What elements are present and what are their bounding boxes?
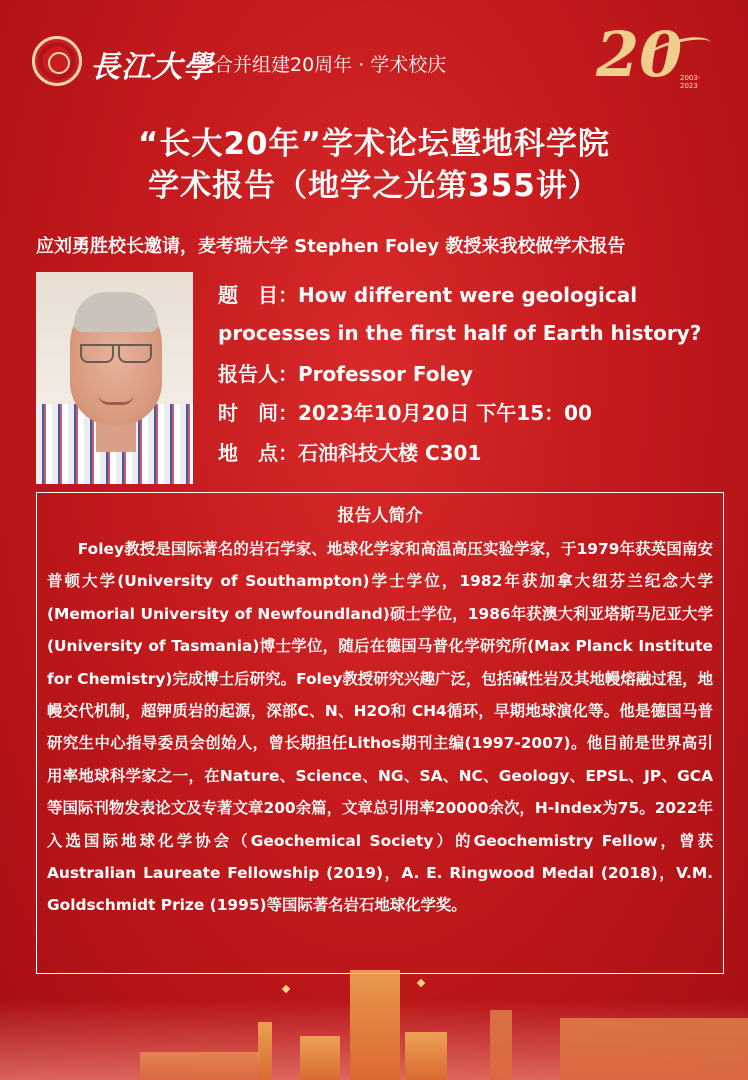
place-label: 地 点： [218,441,298,465]
speaker-photo [36,272,193,484]
skyline-building [405,1032,447,1080]
skyline-statue [490,1010,512,1080]
speaker-label: 报告人： [218,362,298,386]
skyline-building [300,1036,340,1080]
university-name: 長江大學 [90,50,214,85]
topic-value-line1: How different were geological [298,283,638,307]
header [0,0,748,110]
topic-value-line2: processes in the first half of Earth history? [218,321,702,345]
anniversary-logo [596,18,714,98]
topic-label: 题 目： [218,283,298,307]
time-row [218,400,728,426]
bio-text: Foley教授是国际著名的岩石学家、地球化学家和高温高压实验学家，于1979年获英国南安普顿大学(University of Southampton)学士学位，1982年获加拿大纽芬兰纪念大学(Memorial University of Newfoundland)硕士学位，1986年获澳大利亚塔斯马尼亚大学(University of Tasmania)博士学位，随后在德国马普化学研究所(Max Planck Institute for Chemistry)完成博士后研究。Foley教授研究兴趣广泛，包括碱性岩及其地幔熔融过程，地幔交代机制，超钾质岩的起源，深部C、N、H2O和 CH4循环，早期地球演化等。他是德国马普研究生中心指导委员会创始人，曾长期担任Lithos期刊主编(1997-2007)。他目前是世界高引用率地球科学家之一，在Nature、Science、NG、SA、NC、Geology、EPSL、JP、GCA等国际刊物发表论文及专著文章200余篇，文章总引用率20000余次，H-Index为75。2022年入选国际地球化学协会（Geochemical Society）的Geochemistry Fellow，曾获Australian Laureate Fellowship (2019)，A. E. Ringwood Medal (2018)，V.M. Goldschmidt Prize (1995)等国际著名岩石地球化学奖。 [47,540,713,915]
campus-skyline [0,960,748,1080]
place-row [218,440,728,466]
anniversary-logo-years: 2003-2023 [680,74,701,90]
speaker-bio-box [36,492,724,974]
skyline-tower [350,970,400,1080]
anniversary-line: 合并组建20周年 · 学术校庆 [214,54,447,76]
bio-title: 报告人简介 [337,506,423,526]
skyline-torch [258,1022,272,1080]
sparkle-icon [417,979,425,987]
page-title-line1: “长大20年”学术论坛暨地科学院 [138,126,610,162]
photo-hair [74,292,158,332]
invitation-text: 应刘勇胜校长邀请，麦考瑞大学 Stephen Foley 教授来我校做学术报告 [36,236,626,257]
photo-glasses [80,344,152,362]
speaker-row [218,361,728,387]
university-emblem-icon [32,36,82,86]
photo-mouth [98,394,134,405]
place-value: 石油科技大楼 C301 [298,441,482,465]
anniversary-logo-number: 20 [596,18,683,91]
skyline-building [140,1052,260,1080]
speaker-value: Professor Foley [298,362,473,386]
skyline-building [560,1018,748,1080]
page-title-line2: 学术报告（地学之光第355讲） [148,168,600,204]
photo-neck [96,422,136,452]
topic-row-continued [218,320,728,346]
time-value: 2023年10月20日 下午15：00 [298,401,592,425]
topic-row [218,282,728,308]
sparkle-icon [282,985,290,993]
time-label: 时 间： [218,401,298,425]
